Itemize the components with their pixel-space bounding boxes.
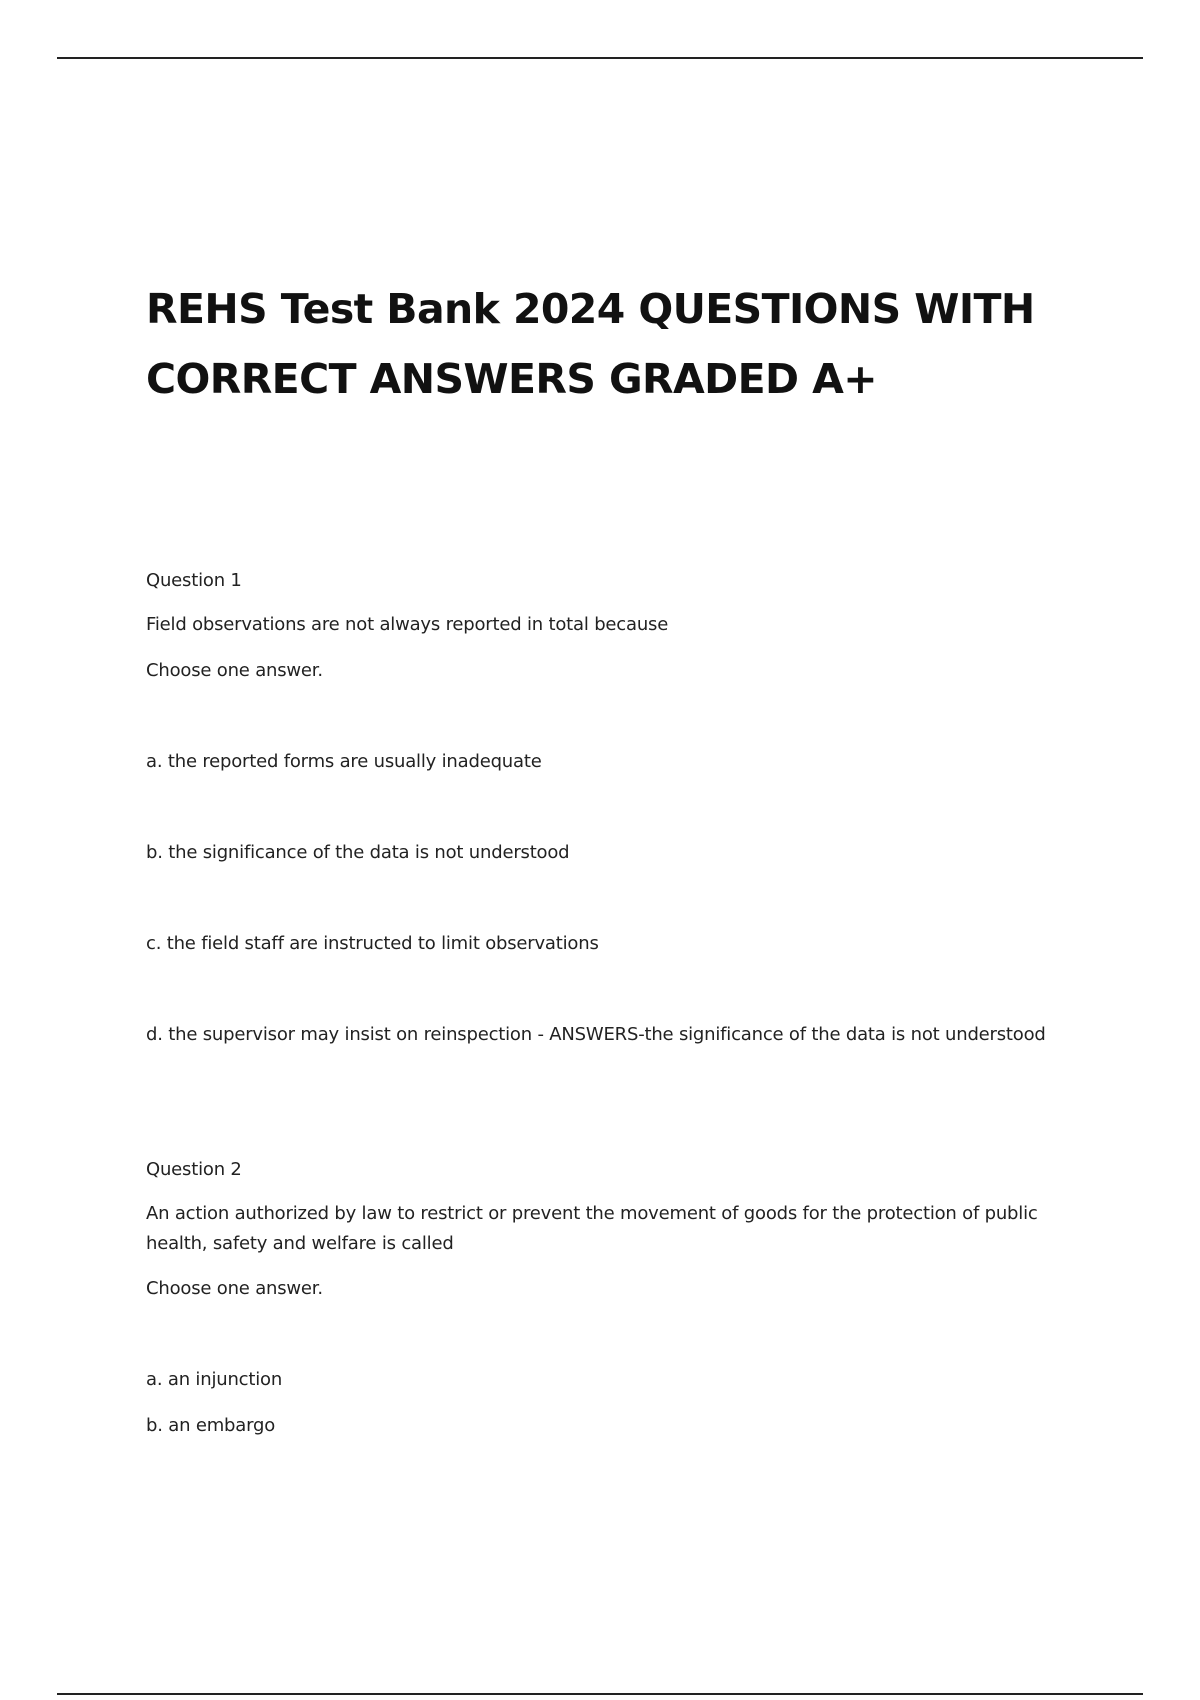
- document-title: [146, 274, 1106, 414]
- question-2-option-a: a. an injunction: [146, 1369, 283, 1390]
- question-1-option-d: d. the supervisor may insist on reinspection - ANSWERS-the significance of the data is not understood: [146, 1024, 1046, 1045]
- question-1-option-b: b. the significance of the data is not understood: [146, 842, 570, 863]
- question-2-label: Question 2: [146, 1159, 242, 1180]
- question-2-text: An action authorized by law to restrict or prevent the movement of goods for the protection of public health, safety and welfare is called: [146, 1203, 1038, 1254]
- question-1-instruction: Choose one answer.: [146, 660, 323, 681]
- question-1-label: Question 1: [146, 570, 242, 591]
- question-1-text: Field observations are not always reported in total because: [146, 614, 669, 635]
- title-line-1: REHS Test Bank 2024 QUESTIONS WITH: [146, 285, 1035, 333]
- question-1-option-a: a. the reported forms are usually inadequate: [146, 751, 542, 772]
- title-line-2: CORRECT ANSWERS GRADED A+: [146, 355, 877, 403]
- header-rule: [57, 57, 1143, 59]
- question-2-instruction: Choose one answer.: [146, 1278, 323, 1299]
- question-2-option-b: b. an embargo: [146, 1415, 276, 1436]
- footer-rule: [57, 1693, 1143, 1695]
- question-1-option-c: c. the field staff are instructed to limit observations: [146, 933, 599, 954]
